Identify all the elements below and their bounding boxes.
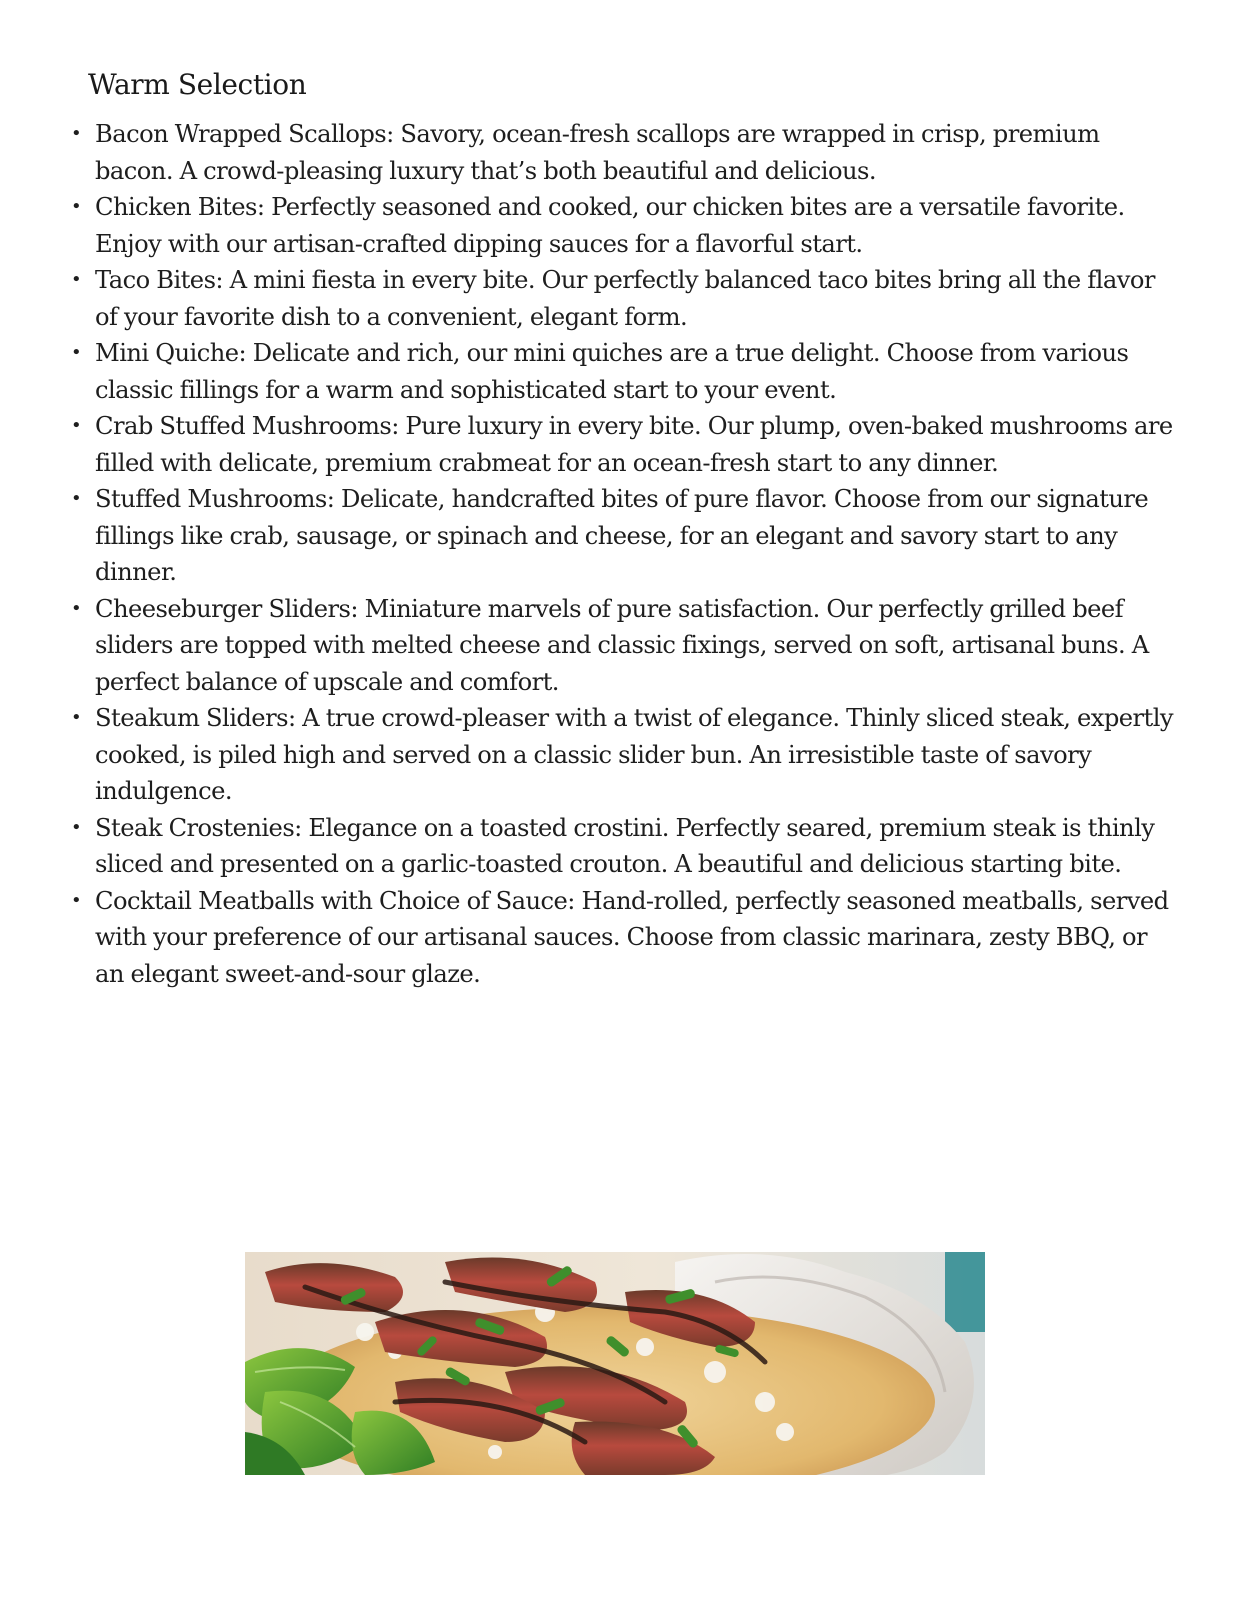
bullet: • — [71, 269, 82, 290]
list-item — [71, 408, 1180, 481]
list-item — [71, 810, 1180, 883]
bullet: • — [71, 196, 82, 217]
bullet: • — [71, 889, 82, 911]
list-item — [71, 591, 1180, 701]
list-item — [71, 262, 1180, 335]
item-text: Cocktail Meatballs with Choice of Sauce: Hand-rolled, perfectly seasoned meatballs, served with your preference of our artisanal sauces. Choose from classic marinara, zesty BBQ, or an elegant sweet-and-sour glaze. — [95, 886, 1169, 988]
menu-list — [71, 116, 1180, 992]
list-item — [71, 883, 1180, 993]
item-text: Taco Bites: A mini fiesta in every bite. Our perfectly balanced taco bites bring all the flavor of your favorite dish to a convenient, elegant form. — [95, 266, 1155, 331]
item-text: Cheeseburger Sliders: Miniature marvels of pure satisfaction. Our perfectly grilled beef sliders are topped with melted cheese and classic fixings, served on soft, artisanal buns. A perfect balance of upscale and comfort. — [95, 594, 1149, 696]
list-item — [71, 335, 1180, 408]
bullet: • — [71, 123, 82, 144]
steak-crostini-photo — [245, 1252, 985, 1475]
list-item — [71, 189, 1180, 262]
item-text: Stuffed Mushrooms: Delicate, handcrafted bites of pure flavor. Choose from our signature fillings like crab, sausage, or spinach and cheese, for an elegant and savory start to any dinner. — [95, 485, 1149, 586]
bullet: • — [71, 707, 82, 728]
item-text: Chicken Bites: Perfectly seasoned and cooked, our chicken bites are a versatile favorite. Enjoy with our artisan-crafted dipping sauces for a flavorful start. — [95, 193, 1125, 258]
list-item — [71, 116, 1180, 189]
list-item — [71, 481, 1180, 591]
bullet: • — [71, 597, 82, 619]
list-item — [71, 700, 1180, 810]
section-title: Warm Selection — [88, 68, 307, 101]
food-illustration — [245, 1252, 985, 1475]
bullet: • — [71, 816, 82, 838]
bullet: • — [71, 415, 82, 436]
item-text: Steak Crostenies: Elegance on a toasted crostini. Perfectly seared, premium steak is thinly sliced and presented on a garlic-toasted crouton. A beautiful and delicious starting bite. — [95, 813, 1155, 878]
item-text: Steakum Sliders: A true crowd-pleaser with a twist of elegance. Thinly sliced steak, expertly cooked, is piled high and served on a classic slider bun. An irresistible taste of savory indulgence. — [95, 704, 1174, 805]
item-text: Bacon Wrapped Scallops: Savory, ocean-fresh scallops are wrapped in crisp, premium bacon. A crowd-pleasing luxury that’s both beautiful and delicious. — [95, 120, 1100, 185]
teal-cloth — [945, 1252, 985, 1332]
item-text: Crab Stuffed Mushrooms: Pure luxury in every bite. Our plump, oven-baked mushrooms are filled with delicate, premium crabmeat for an ocean-fresh start to any dinner. — [95, 412, 1173, 477]
bullet: • — [71, 488, 82, 509]
bullet: • — [71, 342, 82, 363]
item-text: Mini Quiche: Delicate and rich, our mini quiches are a true delight. Choose from various classic fillings for a warm and sophisticated start to your event. — [95, 339, 1129, 404]
